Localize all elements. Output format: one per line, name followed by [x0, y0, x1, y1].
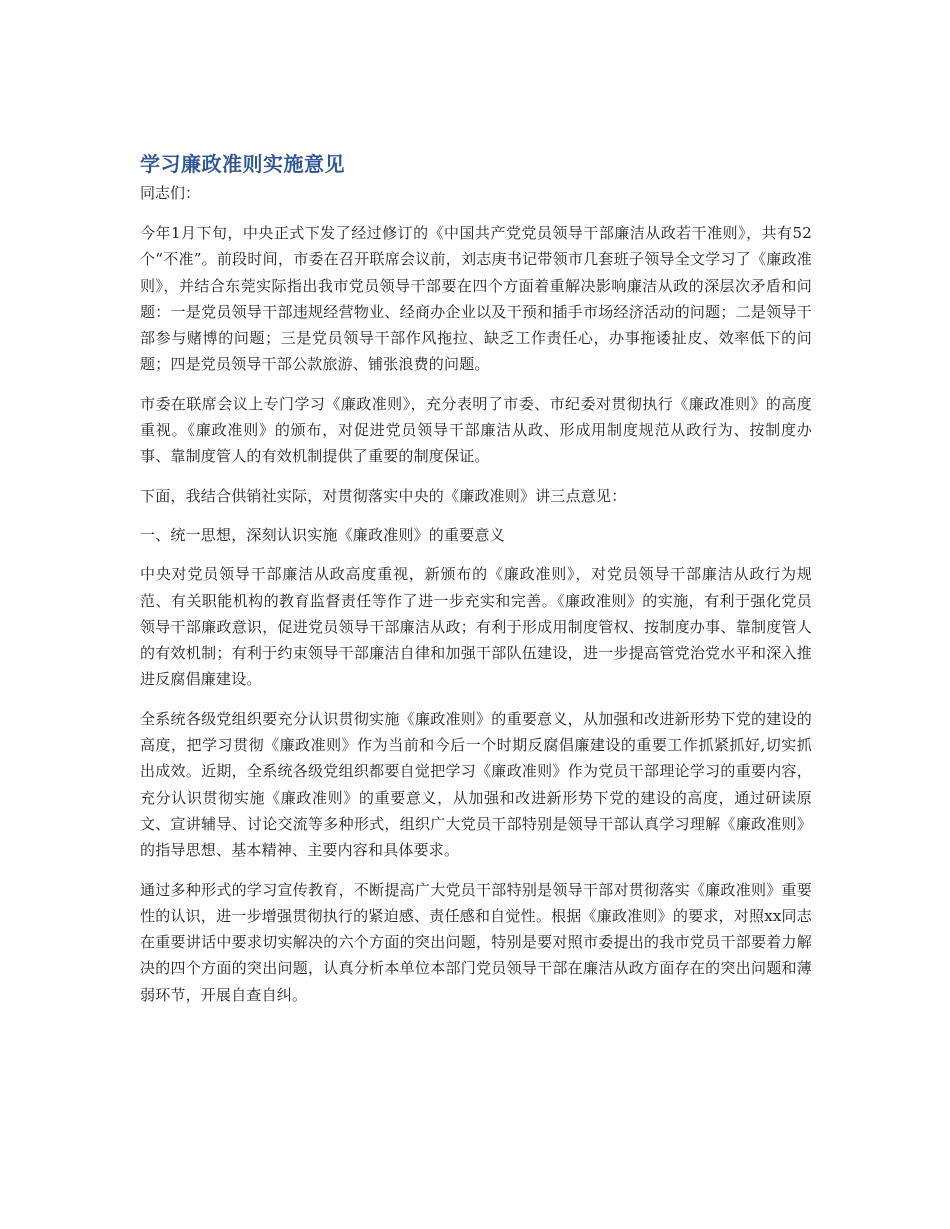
paragraph-intro: 今年1月下旬，中央正式下发了经过修订的《中国共产党党员领导干部廉洁从政若干准则》，共有52个“不准”。前段时间，市委在召开联席会议前，刘志庚书记带领市几套班子领导全文学习了《廉政准则》，并结合东莞实际指出我市党员领导干部要在四个方面着重解决影响廉洁从政的深层次矛盾和问题：一是党员领导干部违规经营物业、经商办企业以及干预和插手市场经济活动的问题；二是领导干部参与赌博的问题；三是党员领导干部作风拖拉、缺乏工作责任心，办事拖诿扯皮、效率低下的问题；四是党员领导干部公款旅游、铺张浪费的问题。 [140, 224, 812, 374]
section-heading-1: 一、统一思想，深刻认识实施《廉政准则》的重要意义 [140, 525, 505, 544]
paragraph-organizations: 全系统各级党组织要充分认识贯彻实施《廉政准则》的重要意义，从加强和改进新形势下党的建设的高度，把学习贯彻《廉政准则》作为当前和今后一个时期反腐倡廉建设的重要工作抓紧抓好,切实抓出成效。近期，全系统各级党组织都要自觉把学习《廉政准则》作为党员干部理论学习的重要内容，充分认识贯彻实施《廉政准则》的重要意义，从加强和改进新形势下党的建设的高度，通过研读原文、宣讲辅导、讨论交流等多种形式，组织广大党员干部特别是领导干部认真学习理解《廉政准则》的指导思想、基本精神、主要内容和具体要求。 [140, 709, 812, 860]
document-title: 学习廉政准则实施意见 [140, 152, 345, 176]
paragraph-outline: 下面，我结合供销社实际，对贯彻落实中央的《廉政准则》讲三点意见： [140, 486, 627, 505]
paragraph-education: 通过多种形式的学习宣传教育，不断提高广大党员干部特别是领导干部对贯彻落实《廉政准则》重要性的认识，进一步增强贯彻执行的紧迫感、责任感和自觉性。根据《廉政准则》的要求，对照xx同志在重要讲话中要求切实解决的六个方面的突出问题，特别是要对照市委提出的我市党员干部要着力解决的四个方面的突出问题，认真分析本单位本部门党员领导干部在廉洁从政方面存在的突出问题和薄弱环节，开展自查自纠。 [140, 880, 812, 1004]
document-page [140, 148, 812, 1021]
greeting: 同志们： [140, 184, 201, 202]
paragraph-meeting: 市委在联席会议上专门学习《廉政准则》，充分表明了市委、市纪委对贯彻执行《廉政准则》的高度重视。《廉政准则》的颁布，对促进党员领导干部廉洁从政、形成用制度规范从政行为、按制度办事、靠制度管人的有效机制提供了重要的制度保证。 [140, 394, 812, 466]
paragraph-significance: 中央对党员领导干部廉洁从政高度重视，新颁布的《廉政准则》，对党员领导干部廉洁从政行为规范、有关职能机构的教育监督责任等作了进一步充实和完善。《廉政准则》的实施，有利于强化党员领导干部廉政意识，促进党员领导干部廉洁从政；有利于形成用制度管权、按制度办事、靠制度管人的有效机制；有利于约束领导干部廉洁自律和加强干部队伍建设，进一步提高管党治党水平和深入推进反腐倡廉建设。 [140, 565, 812, 689]
